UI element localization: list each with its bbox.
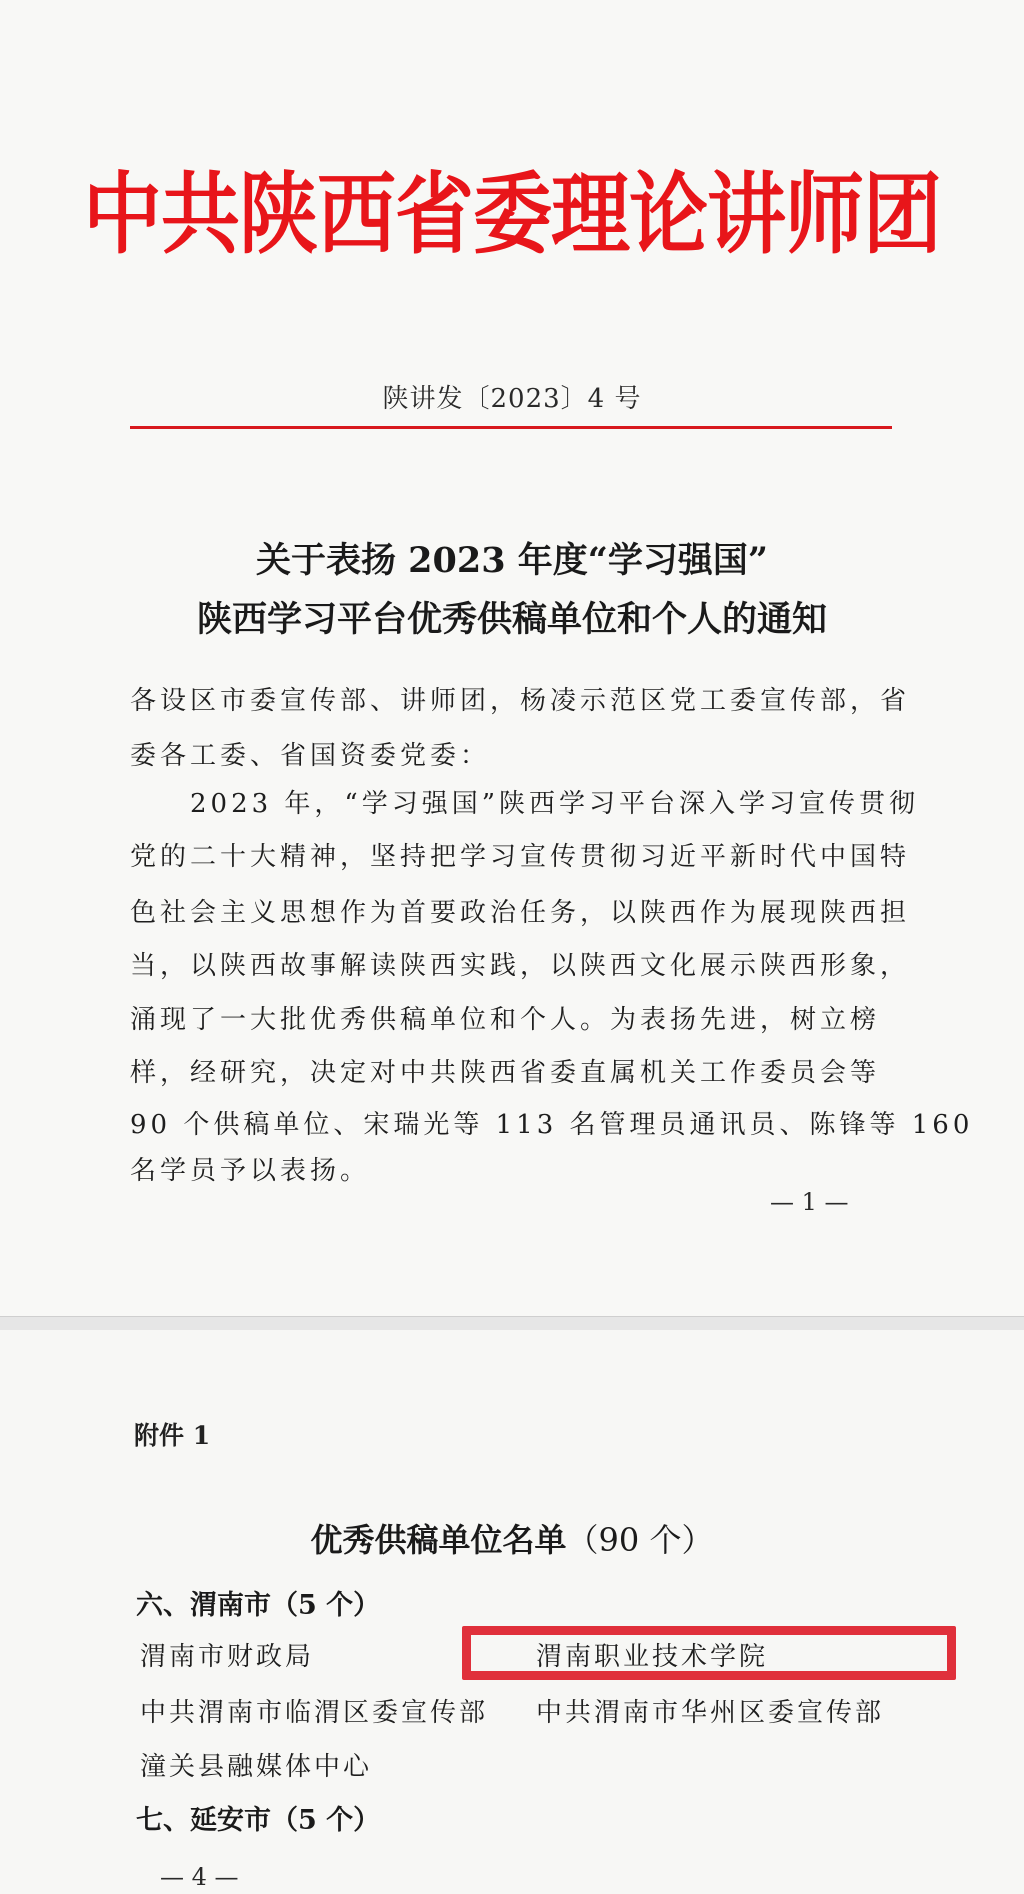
body-line: 各设区市委宣传部、讲师团，杨凌示范区党工委宣传部，省	[130, 686, 911, 716]
list-title-text: 优秀供稿单位名单	[310, 1521, 567, 1559]
page-number: — 4 —	[160, 1863, 239, 1891]
unit-name: 中共渭南市临渭区委宣传部	[140, 1698, 489, 1728]
unit-name-highlighted: 渭南职业技术学院	[536, 1642, 769, 1672]
unit-name: 中共渭南市华州区委宣传部	[536, 1698, 885, 1728]
highlight-box	[462, 1626, 956, 1680]
region-heading-weinan: 六、渭南市（5 个）	[136, 1590, 381, 1621]
document-number: 陕讲发〔2023〕4 号	[382, 384, 642, 414]
unit-name: 潼关县融媒体中心	[140, 1752, 373, 1782]
issuer-header: 中共陕西省委理论讲师团	[83, 164, 941, 265]
document-page-4	[0, 1330, 1024, 1894]
unit-name: 渭南市财政局	[140, 1642, 315, 1672]
body-line: 2023 年，“学习强国”陕西学习平台深入学习宣传贯彻	[130, 789, 920, 819]
body-line: 委各工委、省国资委党委：	[130, 741, 491, 771]
list-title	[0, 1515, 1024, 1561]
notice-title-line-1: 关于表扬 2023 年度“学习强国”	[255, 540, 769, 581]
body-line: 涌现了一大批优秀供稿单位和个人。为表扬先进，树立榜	[130, 1005, 881, 1035]
region-heading-yanan: 七、延安市（5 个）	[136, 1805, 381, 1836]
notice-title-line-2: 陕西学习平台优秀供稿单位和个人的通知	[196, 599, 827, 640]
body-line: 名学员予以表扬。	[130, 1156, 371, 1186]
attachment-label: 附件 1	[134, 1421, 211, 1450]
body-line: 色社会主义思想作为首要政治任务，以陕西作为展现陕西担	[130, 898, 911, 928]
body-line: 当，以陕西故事解读陕西实践，以陕西文化展示陕西形象，	[130, 951, 911, 981]
red-divider-line	[130, 426, 892, 429]
body-line: 党的二十大精神，坚持把学习宣传贯彻习近平新时代中国特	[130, 842, 911, 872]
page-number: — 1 —	[770, 1188, 849, 1216]
body-line: 90 个供稿单位、宋瑞光等 113 名管理员通讯员、陈锋等 160	[130, 1110, 974, 1140]
list-title-count: （90 个）	[566, 1521, 714, 1559]
body-line: 样，经研究，决定对中共陕西省委直属机关工作委员会等	[130, 1058, 881, 1088]
